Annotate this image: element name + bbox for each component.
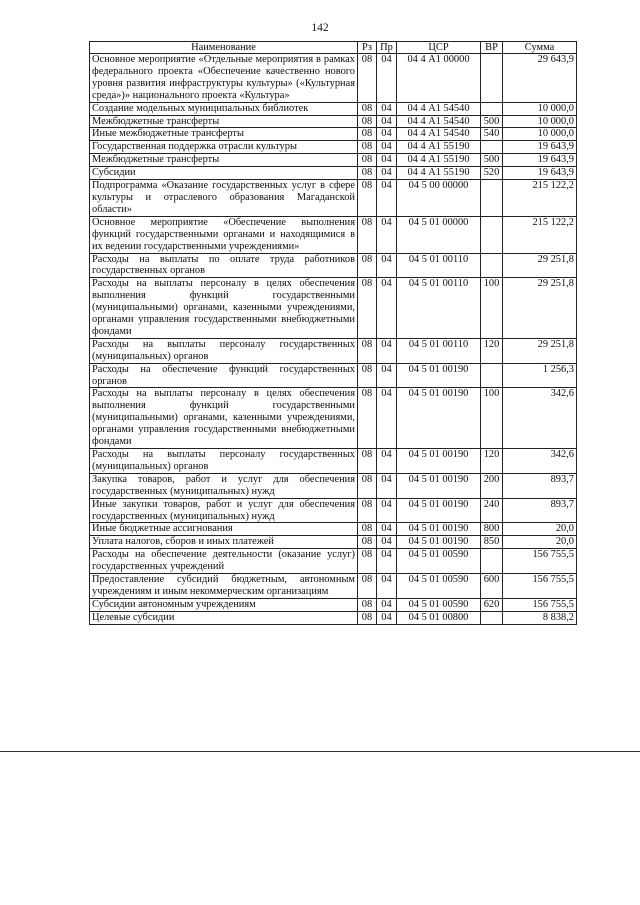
table-row [90,167,577,180]
header-pr: Пр [377,42,397,54]
cell-sum: 893,7 [503,498,577,523]
table-row [90,253,577,278]
cell-name: Расходы на выплаты персоналу государственных (муниципальных) органов [90,449,358,474]
cell-rz: 08 [358,449,377,474]
cell-name: Уплата налогов, сборов и иных платежей [90,536,358,549]
cell-name: Основное мероприятие «Обеспечение выполнения функций государственными органами и находящимися в их ведении государственными учреждениями» [90,216,358,253]
table-row [90,180,577,217]
cell-vr: 620 [481,598,503,611]
cell-pr: 04 [377,473,397,498]
cell-csr: 04 4 А1 55190 [397,167,481,180]
cell-name: Расходы на выплаты персоналу государственных (муниципальных) органов [90,338,358,363]
header-name: Наименование [90,42,358,54]
table-row [90,141,577,154]
cell-name: Основное мероприятие «Отдельные мероприятия в рамках федерального проекта «Обеспечение качественно нового уровня развития инфраструктуры культуры» («Культурная среда»)» национального проекта «Культура» [90,54,358,103]
cell-vr: 120 [481,338,503,363]
header-vr: ВР [481,42,503,54]
cell-name: Расходы на обеспечение деятельности (оказание услуг) государственных учреждений [90,549,358,574]
header-sum: Сумма [503,42,577,54]
cell-rz: 08 [358,611,377,624]
cell-vr: 500 [481,115,503,128]
cell-pr: 04 [377,154,397,167]
cell-name: Закупка товаров, работ и услуг для обеспечения государственных (муниципальных) нужд [90,473,358,498]
cell-csr: 04 5 01 00190 [397,473,481,498]
cell-vr [481,54,503,103]
cell-sum: 156 755,5 [503,598,577,611]
cell-pr: 04 [377,338,397,363]
cell-pr: 04 [377,253,397,278]
cell-pr: 04 [377,523,397,536]
cell-csr: 04 5 01 00110 [397,253,481,278]
cell-pr: 04 [377,536,397,549]
cell-name: Предоставление субсидий бюджетным, автономным учреждениям и иным некоммерческим организациям [90,574,358,599]
table-row [90,363,577,388]
table-row [90,54,577,103]
cell-sum: 156 755,5 [503,549,577,574]
cell-rz: 08 [358,388,377,449]
cell-sum: 19 643,9 [503,141,577,154]
table-row [90,536,577,549]
table-row [90,574,577,599]
cell-vr [481,611,503,624]
cell-csr: 04 5 01 00190 [397,536,481,549]
cell-rz: 08 [358,253,377,278]
cell-name: Иные межбюджетные трансферты [90,128,358,141]
cell-sum: 893,7 [503,473,577,498]
cell-csr: 04 5 01 00590 [397,549,481,574]
budget-table [89,41,577,625]
cell-sum: 29 643,9 [503,54,577,103]
cell-csr: 04 5 01 00590 [397,598,481,611]
cell-rz: 08 [358,180,377,217]
cell-rz: 08 [358,278,377,339]
cell-csr: 04 5 00 00000 [397,180,481,217]
cell-csr: 04 5 01 00190 [397,523,481,536]
cell-vr [481,141,503,154]
cell-vr: 540 [481,128,503,141]
cell-vr: 600 [481,574,503,599]
cell-name: Создание модельных муниципальных библиотек [90,102,358,115]
cell-csr: 04 5 01 00110 [397,278,481,339]
table-row [90,278,577,339]
cell-rz: 08 [358,115,377,128]
cell-rz: 08 [358,54,377,103]
cell-sum: 10 000,0 [503,115,577,128]
footer-divider [0,751,640,752]
table-row [90,128,577,141]
cell-vr [481,253,503,278]
table-body [90,54,577,625]
cell-sum: 342,6 [503,449,577,474]
cell-sum: 10 000,0 [503,102,577,115]
cell-rz: 08 [358,549,377,574]
cell-sum: 1 256,3 [503,363,577,388]
cell-sum: 156 755,5 [503,574,577,599]
cell-vr [481,549,503,574]
cell-pr: 04 [377,128,397,141]
table-row [90,154,577,167]
cell-name: Государственная поддержка отрасли культуры [90,141,358,154]
cell-pr: 04 [377,498,397,523]
cell-sum: 20,0 [503,523,577,536]
cell-pr: 04 [377,102,397,115]
table-row [90,473,577,498]
cell-pr: 04 [377,449,397,474]
cell-name: Расходы на выплаты персоналу в целях обеспечения выполнения функций государственными (муниципальными) органами, казенными учреждениями, органами управления государственными внебюджетными фондами [90,278,358,339]
cell-csr: 04 4 А1 55190 [397,141,481,154]
cell-name: Расходы на выплаты персоналу в целях обеспечения выполнения функций государственными (муниципальными) органами, казенными учреждениями, органами управления государственными внебюджетными фондами [90,388,358,449]
header-rz: Рз [358,42,377,54]
cell-pr: 04 [377,574,397,599]
table-row [90,115,577,128]
cell-rz: 08 [358,523,377,536]
cell-sum: 19 643,9 [503,167,577,180]
cell-pr: 04 [377,549,397,574]
cell-pr: 04 [377,167,397,180]
cell-csr: 04 5 01 00110 [397,338,481,363]
cell-rz: 08 [358,141,377,154]
cell-rz: 08 [358,363,377,388]
cell-csr: 04 5 01 00800 [397,611,481,624]
cell-sum: 10 000,0 [503,128,577,141]
cell-name: Расходы на выплаты по оплате труда работников государственных органов [90,253,358,278]
cell-rz: 08 [358,154,377,167]
cell-rz: 08 [358,498,377,523]
cell-vr [481,180,503,217]
cell-sum: 215 122,2 [503,180,577,217]
cell-rz: 08 [358,216,377,253]
cell-rz: 08 [358,102,377,115]
cell-name: Межбюджетные трансферты [90,154,358,167]
table-row [90,611,577,624]
cell-vr: 800 [481,523,503,536]
cell-sum: 20,0 [503,536,577,549]
cell-name: Субсидии автономным учреждениям [90,598,358,611]
cell-vr: 120 [481,449,503,474]
cell-rz: 08 [358,598,377,611]
cell-vr: 100 [481,278,503,339]
cell-pr: 04 [377,216,397,253]
cell-rz: 08 [358,536,377,549]
cell-sum: 8 838,2 [503,611,577,624]
cell-vr: 200 [481,473,503,498]
page-number: 142 [311,22,329,34]
table-row [90,598,577,611]
header-csr: ЦСР [397,42,481,54]
table-row [90,449,577,474]
header-row [90,42,577,54]
cell-csr: 04 5 01 00190 [397,449,481,474]
cell-csr: 04 5 01 00190 [397,498,481,523]
cell-name: Межбюджетные трансферты [90,115,358,128]
cell-vr: 500 [481,154,503,167]
cell-rz: 08 [358,338,377,363]
cell-pr: 04 [377,611,397,624]
table-row [90,498,577,523]
cell-sum: 215 122,2 [503,216,577,253]
cell-rz: 08 [358,473,377,498]
cell-csr: 04 4 А1 00000 [397,54,481,103]
cell-sum: 29 251,8 [503,338,577,363]
cell-rz: 08 [358,128,377,141]
table-row [90,523,577,536]
cell-pr: 04 [377,115,397,128]
cell-csr: 04 4 А1 55190 [397,154,481,167]
cell-pr: 04 [377,598,397,611]
cell-vr [481,216,503,253]
cell-sum: 342,6 [503,388,577,449]
cell-rz: 08 [358,167,377,180]
cell-pr: 04 [377,278,397,339]
cell-csr: 04 4 А1 54540 [397,102,481,115]
cell-pr: 04 [377,54,397,103]
table-row [90,216,577,253]
cell-vr [481,102,503,115]
cell-name: Иные бюджетные ассигнования [90,523,358,536]
table-row [90,102,577,115]
cell-vr: 100 [481,388,503,449]
cell-csr: 04 5 01 00000 [397,216,481,253]
cell-sum: 29 251,8 [503,278,577,339]
cell-pr: 04 [377,388,397,449]
cell-csr: 04 4 А1 54540 [397,128,481,141]
cell-vr: 850 [481,536,503,549]
cell-pr: 04 [377,141,397,154]
cell-pr: 04 [377,363,397,388]
cell-name: Иные закупки товаров, работ и услуг для обеспечения государственных (муниципальных) нужд [90,498,358,523]
cell-name: Субсидии [90,167,358,180]
cell-name: Расходы на обеспечение функций государственных органов [90,363,358,388]
cell-csr: 04 5 01 00190 [397,363,481,388]
table-row [90,338,577,363]
cell-rz: 08 [358,574,377,599]
cell-name: Подпрограмма «Оказание государственных услуг в сфере культуры и отраслевого образования Магаданской области» [90,180,358,217]
cell-sum: 29 251,8 [503,253,577,278]
cell-csr: 04 4 А1 54540 [397,115,481,128]
cell-vr [481,363,503,388]
table-row [90,388,577,449]
cell-sum: 19 643,9 [503,154,577,167]
cell-csr: 04 5 01 00190 [397,388,481,449]
cell-pr: 04 [377,180,397,217]
cell-vr: 240 [481,498,503,523]
cell-vr: 520 [481,167,503,180]
cell-csr: 04 5 01 00590 [397,574,481,599]
table-row [90,549,577,574]
cell-name: Целевые субсидии [90,611,358,624]
table-header [90,42,577,54]
